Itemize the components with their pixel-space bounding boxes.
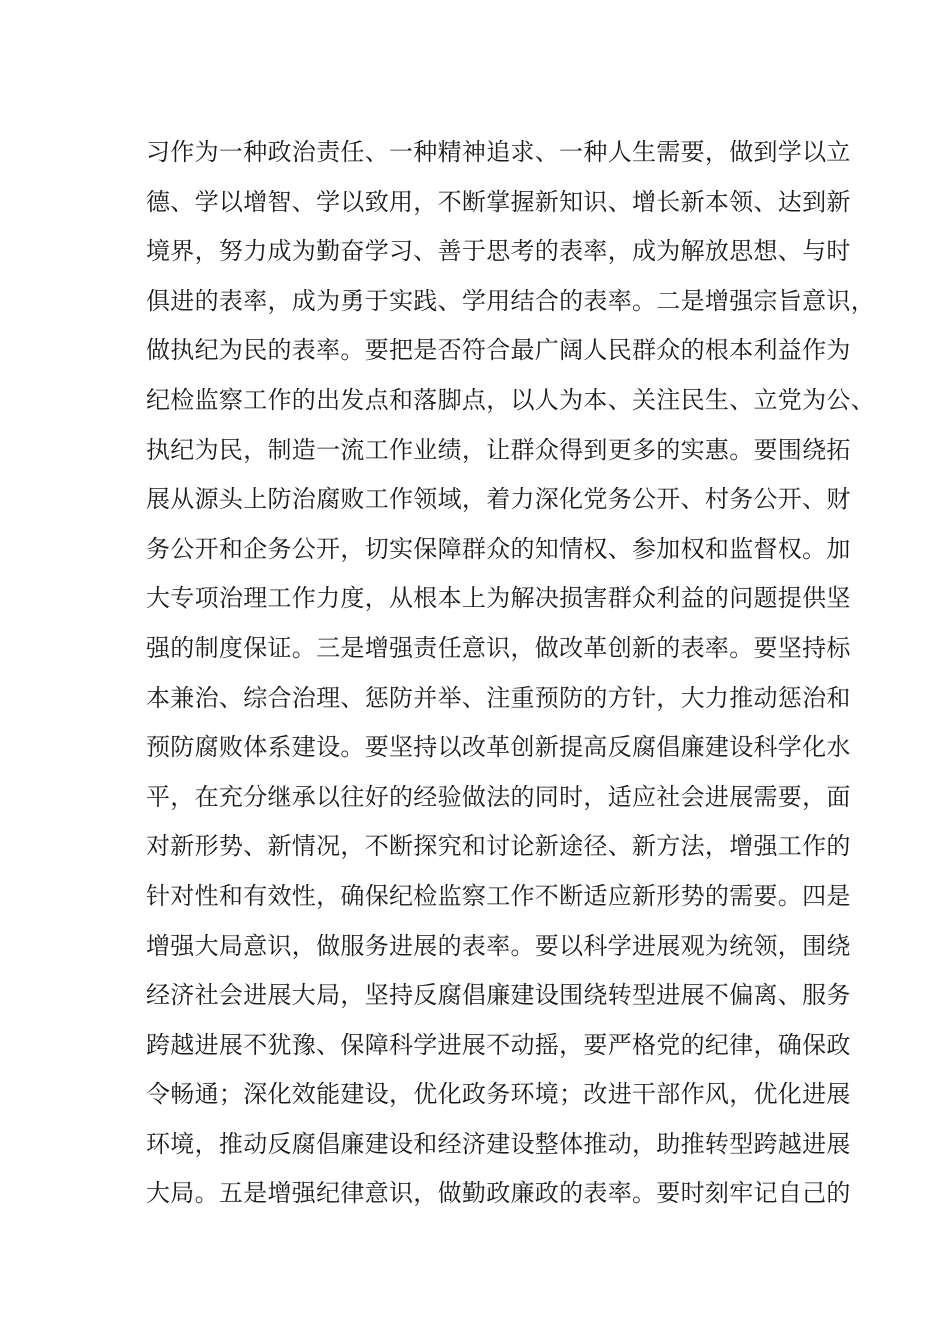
text-line: 针对性和有效性，确保纪检监察工作不断适应新形势的需要。四是 bbox=[146, 881, 851, 910]
text-line: 强的制度保证。三是增强责任意识，做改革创新的表率。要坚持标 bbox=[146, 633, 851, 662]
text-line: 俱进的表率，成为勇于实践、学用结合的表率。二是增强宗旨意识， bbox=[146, 286, 875, 315]
text-line: 务公开和企务公开，切实保障群众的知情权、参加权和监督权。加 bbox=[146, 534, 851, 563]
text-line: 境界，努力成为勤奋学习、善于思考的表率，成为解放思想、与时 bbox=[146, 237, 851, 266]
text-line: 展从源头上防治腐败工作领域，着力深化党务公开、村务公开、财 bbox=[146, 485, 851, 514]
text-line: 本兼治、综合治理、惩防并举、注重预防的方针，大力推动惩治和 bbox=[146, 683, 851, 712]
text-line: 纪检监察工作的出发点和落脚点，以人为本、关注民生、立党为公、 bbox=[146, 385, 875, 414]
text-line: 做执纪为民的表率。要把是否符合最广阔人民群众的根本利益作为 bbox=[146, 336, 851, 365]
text-line: 大局。五是增强纪律意识，做勤政廉政的表率。要时刻牢记自己的 bbox=[146, 1179, 851, 1208]
text-line: 跨越进展不犹豫、保障科学进展不动摇，要严格党的纪律，确保政 bbox=[146, 1030, 851, 1059]
text-line: 增强大局意识，做服务进展的表率。要以科学进展观为统领，围绕 bbox=[146, 931, 851, 960]
text-line: 德、学以增智、学以致用，不断掌握新知识、增长新本领、达到新 bbox=[146, 187, 851, 216]
text-line: 大专项治理工作力度，从根本上为解决损害群众利益的问题提供坚 bbox=[146, 584, 851, 613]
text-line: 环境，推动反腐倡廉建设和经济建设整体推动，助推转型跨越进展 bbox=[146, 1129, 851, 1158]
text-line: 平，在充分继承以往好的经验做法的同时，适应社会进展需要，面 bbox=[146, 782, 851, 811]
text-line: 习作为一种政治责任、一种精神追求、一种人生需要，做到学以立 bbox=[146, 138, 851, 166]
body-text bbox=[146, 128, 875, 1219]
text-line: 经济社会进展大局，坚持反腐倡廉建设围绕转型进展不偏离、服务 bbox=[146, 981, 851, 1010]
text-line: 令畅通；深化效能建设，优化政务环境；改进干部作风，优化进展 bbox=[146, 1080, 851, 1109]
text-line: 对新形势、新情况，不断探究和讨论新途径、新方法，增强工作的 bbox=[146, 832, 851, 861]
text-line: 执纪为民，制造一流工作业绩，让群众得到更多的实惠。要围绕拓 bbox=[146, 435, 851, 464]
text-line: 预防腐败体系建设。要坚持以改革创新提高反腐倡廉建设科学化水 bbox=[146, 733, 851, 762]
